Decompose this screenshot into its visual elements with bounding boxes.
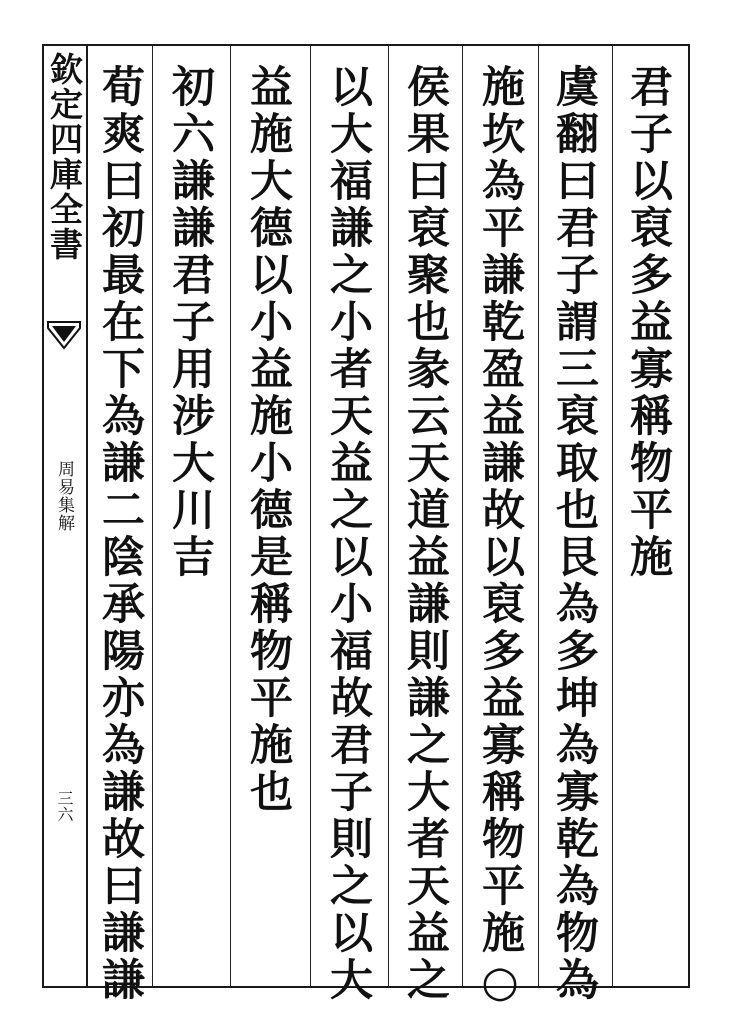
- column-rule: [230, 46, 231, 986]
- column-rule: [462, 46, 463, 986]
- book-name: 周易集解: [54, 460, 74, 532]
- fish-tail-mark: [46, 318, 82, 352]
- text-column-heading: 君子以裒多益寡稱物平施: [623, 64, 673, 581]
- text-column: 虞翻曰君子謂三裒取也艮為多坤為寡乾為物為: [549, 64, 599, 1004]
- collection-title: 欽定四庫全書: [45, 52, 84, 262]
- page-number: 三六: [55, 790, 74, 822]
- column-rule: [538, 46, 539, 986]
- text-column: 荀爽曰初最在下為謙二陰承陽亦為謙故曰謙謙: [95, 64, 145, 1004]
- column-rule: [152, 46, 153, 986]
- text-column-heading: 初六謙謙君子用涉大川吉: [165, 64, 215, 581]
- text-column: 施坎為平謙乾盈益謙故以裒多益寡稱物平施○: [475, 64, 525, 1011]
- column-rule: [310, 46, 311, 986]
- column-rule: [388, 46, 389, 986]
- text-column: 益施大德以小益施小德是稱物平施也: [243, 64, 293, 816]
- text-column: 以大福謙之小者天益之以小福故君子則之以大: [323, 64, 373, 1004]
- column-rule: [612, 46, 613, 986]
- text-column: 侯果曰裒聚也彖云天道益謙則謙之大者天益之: [400, 64, 450, 1004]
